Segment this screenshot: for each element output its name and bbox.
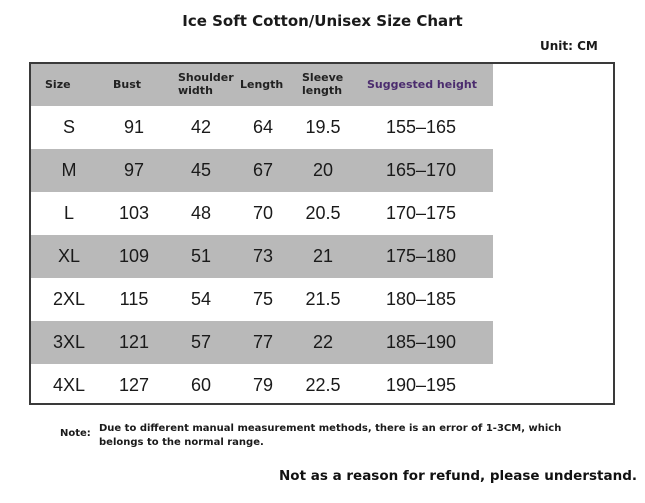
header-sleeve-length: Sleeve length	[302, 71, 344, 97]
table-cell: 165–170	[385, 160, 457, 180]
note-label: Note:	[60, 428, 91, 439]
table-cell: 21	[312, 246, 334, 266]
table-cell: 20	[312, 160, 334, 180]
table-cell: L	[63, 203, 74, 223]
table-cell: 73	[252, 246, 274, 266]
table-cell: 185–190	[385, 332, 457, 352]
header-size: Size	[45, 77, 71, 91]
table-row	[31, 364, 493, 407]
table-cell: S	[62, 117, 75, 137]
table-cell: 57	[190, 332, 212, 352]
table-cell: 51	[190, 246, 212, 266]
table-cell: 60	[190, 375, 212, 395]
size-table	[29, 62, 615, 405]
table-cell: 91	[123, 117, 145, 137]
chart-title: Ice Soft Cotton/Unisex Size Chart	[182, 12, 463, 30]
header-shoulder-width: Shoulder width	[178, 71, 234, 97]
table-cell: 19.5	[305, 117, 341, 137]
table-cell: 42	[190, 117, 212, 137]
table-row	[31, 149, 493, 192]
table-cell: 180–185	[385, 289, 457, 309]
table-cell: 170–175	[385, 203, 457, 223]
table-row	[31, 106, 493, 149]
table-cell: 67	[252, 160, 274, 180]
header-bust: Bust	[113, 77, 142, 91]
refund-notice: Not as a reason for refund, please understand.	[279, 468, 637, 484]
table-cell: 45	[190, 160, 212, 180]
unit-label: Unit: CM	[540, 39, 598, 53]
table-cell: 121	[118, 332, 150, 352]
table-cell: 75	[252, 289, 274, 309]
table-cell: 2XL	[52, 289, 86, 309]
table-cell: 97	[123, 160, 145, 180]
header-suggested-height: Suggested height	[367, 77, 477, 91]
table-cell: XL	[57, 246, 81, 266]
table-cell: 190–195	[385, 375, 457, 395]
table-row	[31, 235, 493, 278]
table-cell: 4XL	[52, 375, 86, 395]
table-cell: 21.5	[305, 289, 341, 309]
table-row	[31, 192, 493, 235]
table-cell: 20.5	[305, 203, 341, 223]
table-cell: M	[61, 160, 77, 180]
table-cell: 103	[118, 203, 150, 223]
header-length: Length	[240, 77, 284, 91]
table-cell: 77	[252, 332, 274, 352]
table-cell: 48	[190, 203, 212, 223]
table-cell: 175–180	[385, 246, 457, 266]
table-header-row	[31, 64, 493, 106]
table-cell: 3XL	[52, 332, 86, 352]
table-cell: 70	[252, 203, 274, 223]
table-row	[31, 321, 493, 364]
table-cell: 79	[252, 375, 274, 395]
note-text: Due to different manual measurement methods, there is an error of 1-3CM, which belongs to the normal range.	[99, 423, 562, 448]
table-cell: 64	[252, 117, 274, 137]
table-cell: 127	[118, 375, 150, 395]
table-cell: 22.5	[305, 375, 341, 395]
table-row	[31, 278, 493, 321]
table-cell: 54	[190, 289, 212, 309]
table-cell: 109	[118, 246, 150, 266]
table-cell: 115	[119, 289, 149, 309]
table-cell: 22	[312, 332, 334, 352]
table-cell: 155–165	[385, 117, 457, 137]
